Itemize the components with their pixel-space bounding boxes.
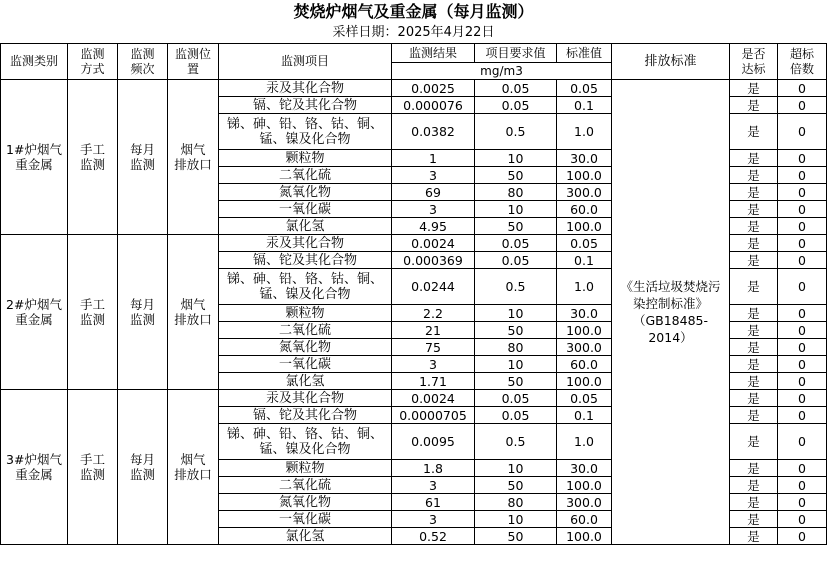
result-cell: 0.0024 — [392, 390, 475, 407]
exceed-cell: 0 — [778, 494, 827, 511]
compliant-cell: 是 — [730, 407, 778, 424]
header-standard: 标准值 — [557, 44, 612, 63]
compliant-cell: 是 — [730, 150, 778, 167]
standard-cell: 1.0 — [557, 424, 612, 460]
frequency-cell-text: 每月 监测 — [129, 142, 155, 172]
standard-cell: 0.1 — [557, 252, 612, 269]
standard-cell: 30.0 — [557, 150, 612, 167]
result-cell: 0.000369 — [392, 252, 475, 269]
result-cell: 0.0095 — [392, 424, 475, 460]
required-cell: 0.05 — [475, 407, 557, 424]
result-cell: 69 — [392, 184, 475, 201]
result-cell: 0.52 — [392, 528, 475, 545]
compliant-cell: 是 — [730, 184, 778, 201]
table-row — [1, 80, 827, 97]
result-cell: 3 — [392, 477, 475, 494]
exceed-cell: 0 — [778, 477, 827, 494]
compliant-cell: 是 — [730, 252, 778, 269]
required-cell: 80 — [475, 184, 557, 201]
header-required: 项目要求值 — [475, 44, 557, 63]
standard-cell: 100.0 — [557, 528, 612, 545]
result-cell: 1.71 — [392, 373, 475, 390]
standard-cell: 1.0 — [557, 114, 612, 150]
item-cell: 镉、铊及其化合物 — [219, 252, 392, 269]
required-cell: 50 — [475, 477, 557, 494]
item-cell: 镉、铊及其化合物 — [219, 407, 392, 424]
result-cell: 21 — [392, 322, 475, 339]
method-cell — [68, 80, 118, 235]
required-cell: 0.5 — [475, 114, 557, 150]
required-cell: 10 — [475, 305, 557, 322]
result-cell: 3 — [392, 201, 475, 218]
required-cell: 10 — [475, 460, 557, 477]
result-cell: 3 — [392, 167, 475, 184]
item-cell: 汞及其化合物 — [219, 235, 392, 252]
header-exceed: 超标 倍数 — [778, 44, 827, 80]
table-body — [1, 44, 827, 545]
category-cell — [1, 390, 68, 545]
standard-cell: 300.0 — [557, 339, 612, 356]
compliant-cell: 是 — [730, 167, 778, 184]
exceed-cell: 0 — [778, 339, 827, 356]
header-item: 监测项目 — [219, 44, 392, 80]
result-cell: 0.0025 — [392, 80, 475, 97]
item-cell: 氯化氢 — [219, 218, 392, 235]
standard-cell: 100.0 — [557, 477, 612, 494]
exceed-cell: 0 — [778, 269, 827, 305]
exceed-cell: 0 — [778, 201, 827, 218]
compliant-cell: 是 — [730, 460, 778, 477]
compliant-cell: 是 — [730, 80, 778, 97]
required-cell: 0.05 — [475, 80, 557, 97]
result-cell: 61 — [392, 494, 475, 511]
item-cell: 氯化氢 — [219, 528, 392, 545]
exceed-cell: 0 — [778, 373, 827, 390]
required-cell: 0.05 — [475, 390, 557, 407]
standard-cell: 0.05 — [557, 390, 612, 407]
header-unit: mg/m3 — [392, 63, 612, 80]
header-emission-standard: 排放标准 — [612, 44, 730, 80]
item-cell: 氮氧化物 — [219, 184, 392, 201]
item-cell: 二氧化硫 — [219, 322, 392, 339]
compliant-cell: 是 — [730, 269, 778, 305]
exceed-cell: 0 — [778, 167, 827, 184]
result-cell: 3 — [392, 511, 475, 528]
item-cell: 氮氧化物 — [219, 494, 392, 511]
required-cell: 10 — [475, 201, 557, 218]
category-cell-text: 2#炉烟气 重金属 — [6, 297, 62, 327]
required-cell: 10 — [475, 511, 557, 528]
exceed-cell: 0 — [778, 528, 827, 545]
standard-cell: 0.1 — [557, 407, 612, 424]
required-cell: 50 — [475, 167, 557, 184]
exceed-cell: 0 — [778, 390, 827, 407]
item-cell: 锑、砷、铅、铬、钴、铜、锰、镍及化合物 — [219, 269, 392, 305]
item-cell: 一氧化碳 — [219, 356, 392, 373]
method-cell-text: 手工 监测 — [79, 452, 105, 482]
frequency-cell — [118, 390, 168, 545]
standard-cell: 0.05 — [557, 235, 612, 252]
compliant-cell: 是 — [730, 97, 778, 114]
monitoring-table — [0, 43, 827, 545]
location-cell — [168, 235, 219, 390]
item-cell: 氮氧化物 — [219, 339, 392, 356]
standard-cell: 30.0 — [557, 460, 612, 477]
standard-cell: 100.0 — [557, 322, 612, 339]
frequency-cell-text: 每月 监测 — [129, 297, 155, 327]
standard-cell: 100.0 — [557, 218, 612, 235]
header-frequency: 监测 频次 — [118, 44, 168, 80]
exceed-cell: 0 — [778, 218, 827, 235]
required-cell: 10 — [475, 356, 557, 373]
compliant-cell: 是 — [730, 356, 778, 373]
header-result: 监测结果 — [392, 44, 475, 63]
standard-cell: 300.0 — [557, 184, 612, 201]
item-cell: 颗粒物 — [219, 460, 392, 477]
required-cell: 50 — [475, 528, 557, 545]
item-cell: 一氧化碳 — [219, 201, 392, 218]
required-cell: 0.05 — [475, 235, 557, 252]
exceed-cell: 0 — [778, 460, 827, 477]
location-cell — [168, 390, 219, 545]
standard-cell: 60.0 — [557, 356, 612, 373]
standard-cell: 100.0 — [557, 373, 612, 390]
item-cell: 汞及其化合物 — [219, 390, 392, 407]
standard-cell: 60.0 — [557, 511, 612, 528]
exceed-cell: 0 — [778, 424, 827, 460]
compliant-cell: 是 — [730, 373, 778, 390]
exceed-cell: 0 — [778, 322, 827, 339]
compliant-cell: 是 — [730, 339, 778, 356]
exceed-cell: 0 — [778, 407, 827, 424]
compliant-cell: 是 — [730, 305, 778, 322]
item-cell: 氯化氢 — [219, 373, 392, 390]
compliant-cell: 是 — [730, 390, 778, 407]
compliant-cell: 是 — [730, 218, 778, 235]
category-cell-text: 1#炉烟气 重金属 — [6, 142, 62, 172]
standard-cell: 0.05 — [557, 80, 612, 97]
method-cell — [68, 390, 118, 545]
method-cell-text: 手工 监测 — [79, 297, 105, 327]
exceed-cell: 0 — [778, 305, 827, 322]
compliant-cell: 是 — [730, 114, 778, 150]
method-cell-text: 手工 监测 — [79, 142, 105, 172]
header-method: 监测 方式 — [68, 44, 118, 80]
frequency-cell — [118, 235, 168, 390]
exceed-cell: 0 — [778, 184, 827, 201]
compliant-cell: 是 — [730, 494, 778, 511]
required-cell: 50 — [475, 322, 557, 339]
standard-cell: 30.0 — [557, 305, 612, 322]
standard-cell: 0.1 — [557, 97, 612, 114]
emission-standard-cell: 《生活垃圾焚烧污染控制标准》（GB18485-2014） — [612, 80, 730, 545]
exceed-cell: 0 — [778, 150, 827, 167]
result-cell: 3 — [392, 356, 475, 373]
frequency-cell-text: 每月 监测 — [129, 452, 155, 482]
frequency-cell — [118, 80, 168, 235]
exceed-cell: 0 — [778, 252, 827, 269]
category-cell-text: 3#炉烟气 重金属 — [6, 452, 62, 482]
header-location: 监测位 置 — [168, 44, 219, 80]
result-cell: 0.0024 — [392, 235, 475, 252]
sample-date: 采样日期：2025年4月22日 — [332, 25, 495, 40]
required-cell: 10 — [475, 150, 557, 167]
item-cell: 锑、砷、铅、铬、钴、铜、锰、镍及化合物 — [219, 424, 392, 460]
required-cell: 50 — [475, 373, 557, 390]
method-cell — [68, 235, 118, 390]
standard-cell: 100.0 — [557, 167, 612, 184]
compliant-cell: 是 — [730, 528, 778, 545]
item-cell: 镉、铊及其化合物 — [219, 97, 392, 114]
location-cell-text: 烟气 排放口 — [174, 297, 212, 327]
item-cell: 颗粒物 — [219, 305, 392, 322]
page-title: 焚烧炉烟气及重金属（每月监测） — [293, 2, 534, 21]
result-cell: 75 — [392, 339, 475, 356]
category-cell — [1, 80, 68, 235]
item-cell: 二氧化硫 — [219, 167, 392, 184]
required-cell: 50 — [475, 218, 557, 235]
result-cell: 0.0244 — [392, 269, 475, 305]
compliant-cell: 是 — [730, 235, 778, 252]
item-cell: 一氧化碳 — [219, 511, 392, 528]
result-cell: 0.000076 — [392, 97, 475, 114]
exceed-cell: 0 — [778, 356, 827, 373]
compliant-cell: 是 — [730, 201, 778, 218]
location-cell-text: 烟气 排放口 — [174, 452, 212, 482]
required-cell: 0.5 — [475, 424, 557, 460]
compliant-cell: 是 — [730, 477, 778, 494]
exceed-cell: 0 — [778, 511, 827, 528]
location-cell-text: 烟气 排放口 — [174, 142, 212, 172]
exceed-cell: 0 — [778, 80, 827, 97]
required-cell: 80 — [475, 339, 557, 356]
required-cell: 80 — [475, 494, 557, 511]
result-cell: 0.0382 — [392, 114, 475, 150]
standard-cell: 300.0 — [557, 494, 612, 511]
compliant-cell: 是 — [730, 322, 778, 339]
exceed-cell: 0 — [778, 97, 827, 114]
item-cell: 锑、砷、铅、铬、钴、铜、锰、镍及化合物 — [219, 114, 392, 150]
required-cell: 0.05 — [475, 252, 557, 269]
item-cell: 二氧化硫 — [219, 477, 392, 494]
compliant-cell: 是 — [730, 511, 778, 528]
item-cell: 颗粒物 — [219, 150, 392, 167]
result-cell: 4.95 — [392, 218, 475, 235]
required-cell: 0.5 — [475, 269, 557, 305]
result-cell: 1.8 — [392, 460, 475, 477]
item-cell: 汞及其化合物 — [219, 80, 392, 97]
exceed-cell: 0 — [778, 114, 827, 150]
category-cell — [1, 235, 68, 390]
header-category: 监测类别 — [1, 44, 68, 80]
required-cell: 0.05 — [475, 97, 557, 114]
location-cell — [168, 80, 219, 235]
header-compliant: 是否 达标 — [730, 44, 778, 80]
standard-cell: 1.0 — [557, 269, 612, 305]
result-cell: 0.0000705 — [392, 407, 475, 424]
exceed-cell: 0 — [778, 235, 827, 252]
standard-cell: 60.0 — [557, 201, 612, 218]
compliant-cell: 是 — [730, 424, 778, 460]
result-cell: 1 — [392, 150, 475, 167]
result-cell: 2.2 — [392, 305, 475, 322]
